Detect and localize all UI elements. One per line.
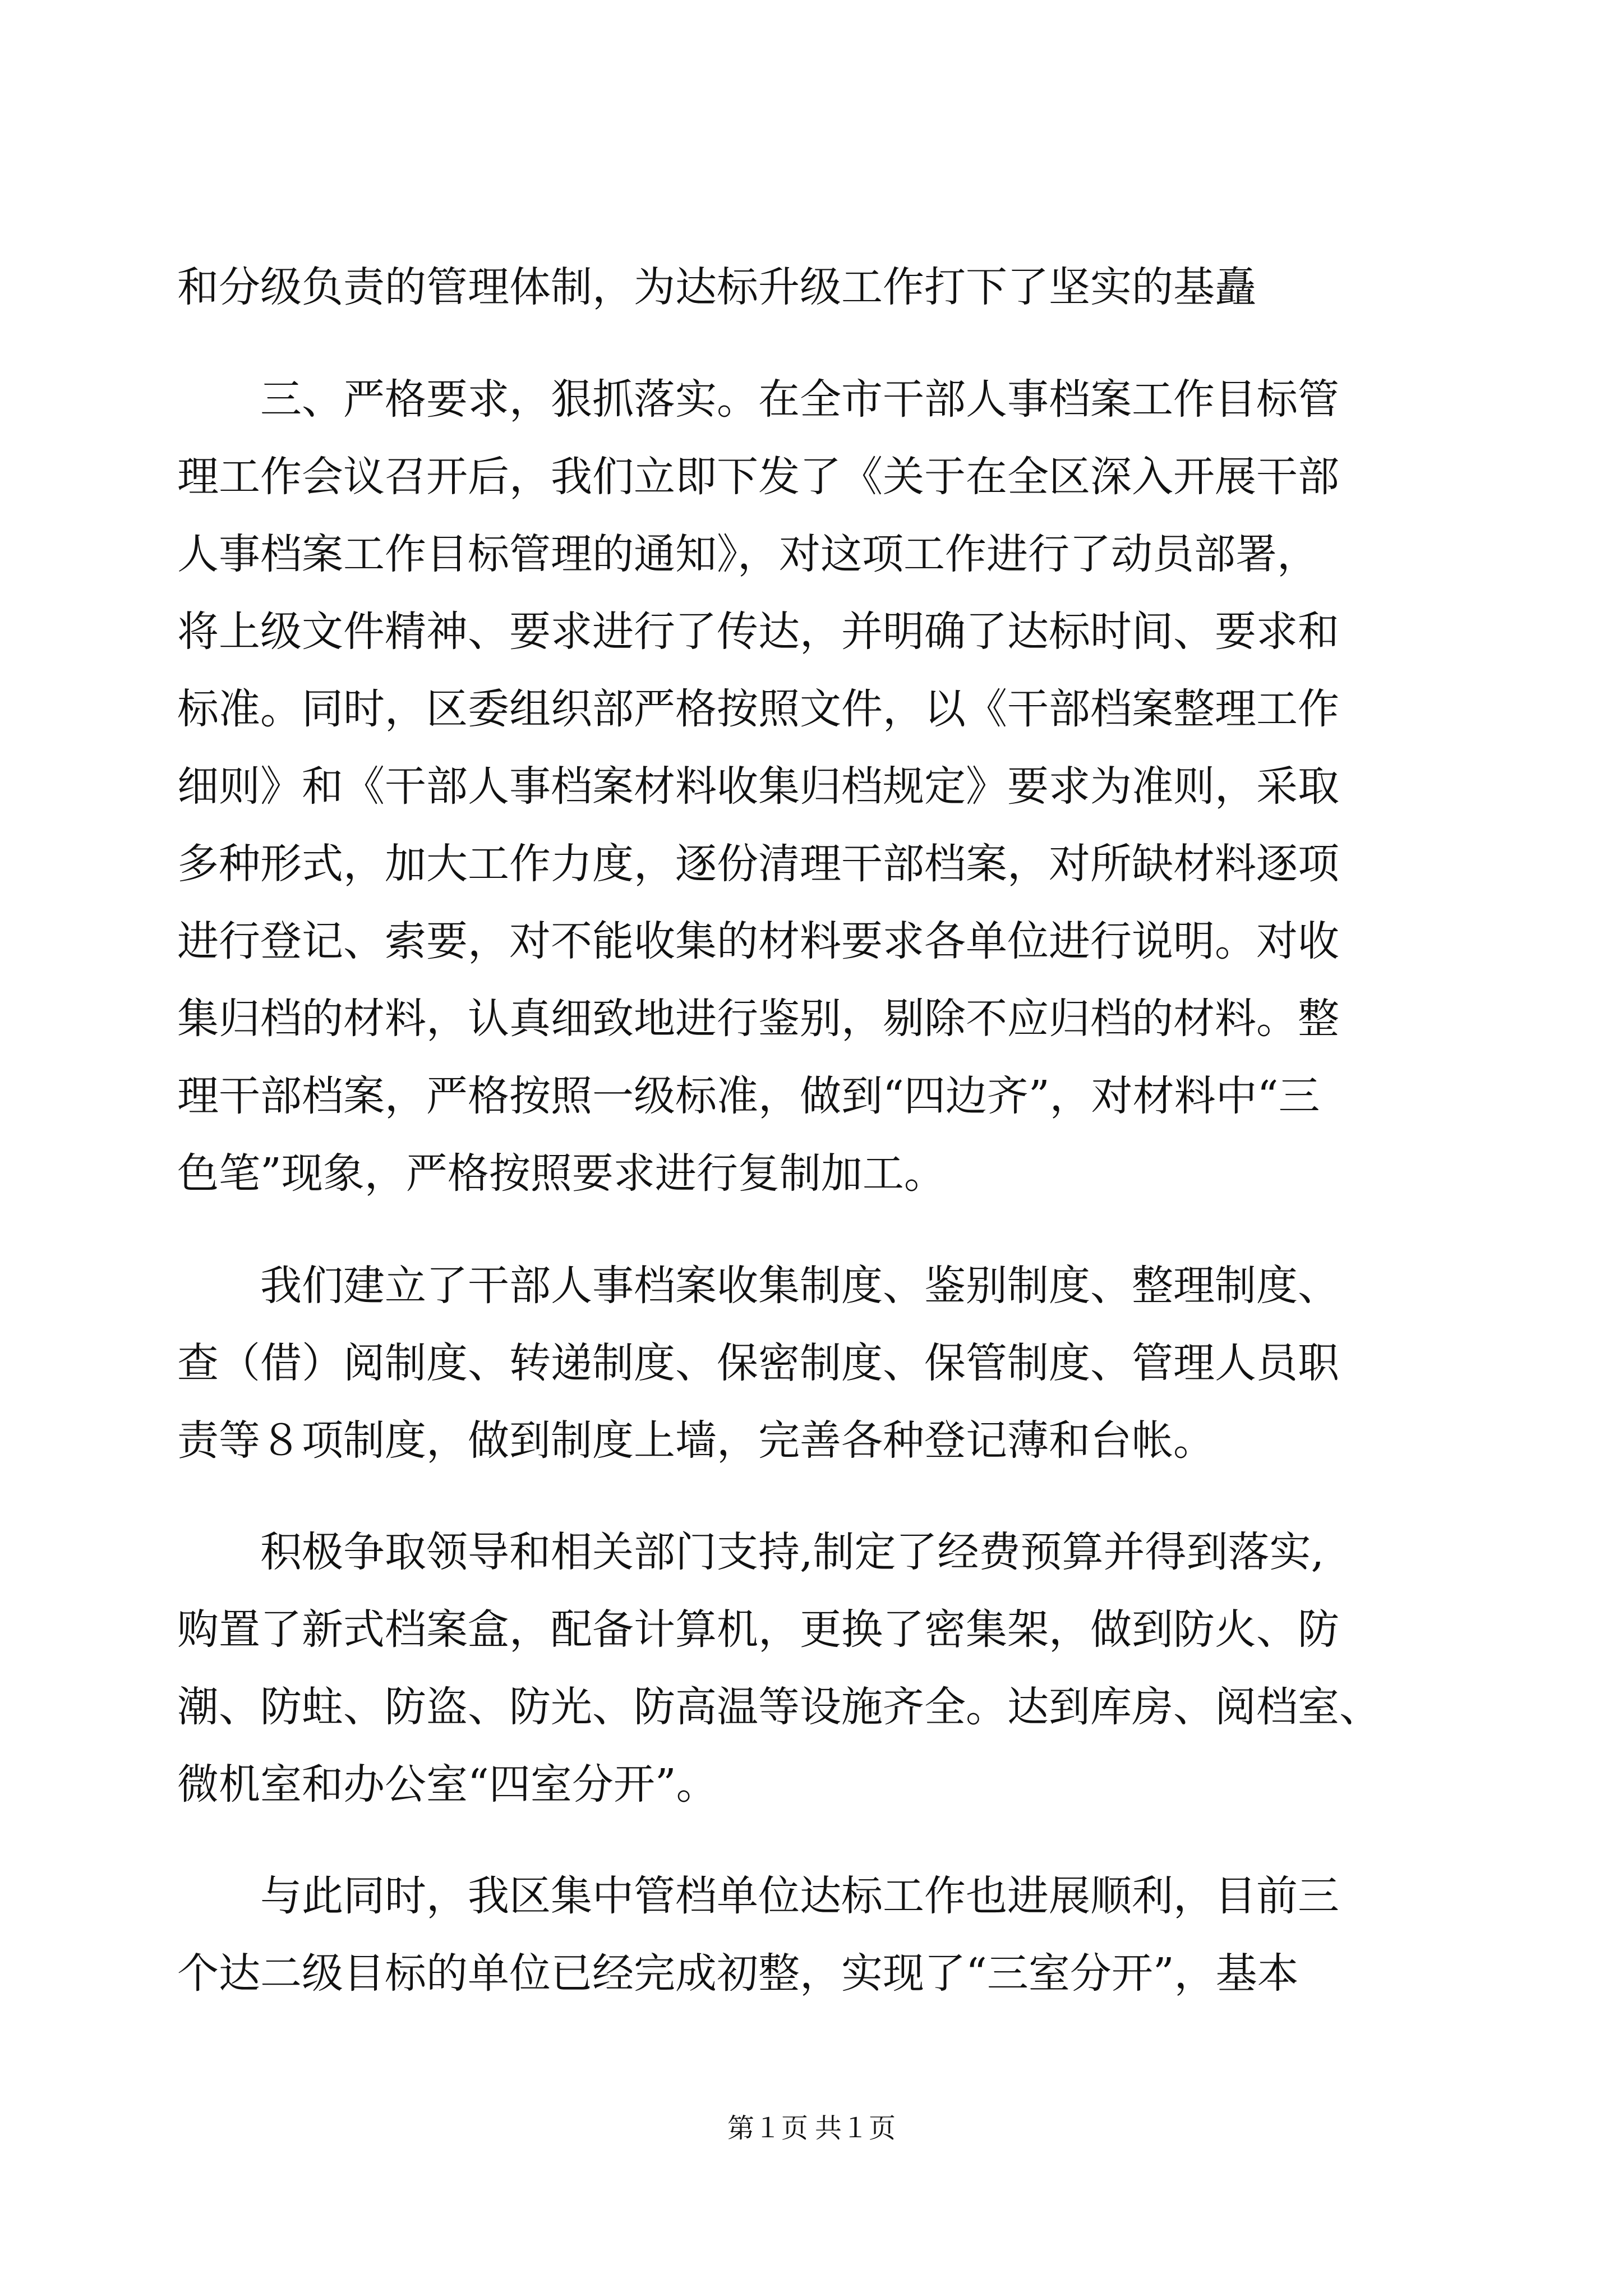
text-line: 与此同时，我区集中管档单位达标工作也进展顺利，目前三 [260,1872,1339,1920]
text-line: 购置了新式档案盒，配备计算机，更换了密集架，做到防火、防 [177,1605,1339,1654]
text-line: 积极争取领导和相关部门支持,制定了经费预算并得到落实, [260,1528,1325,1576]
text-line: 细则》和《干部人事档案材料收集归档规定》要求为准则，采取 [177,762,1339,811]
text-line: 标准。同时，区委组织部严格按照文件，以《干部档案整理工作 [177,685,1339,733]
text-line: 色笔”现象，严格按照要求进行复制加工。 [177,1149,946,1198]
text-line: 理干部档案，严格按照一级标准，做到“四边齐”，对材料中“三 [177,1072,1320,1120]
text-line: 和分级负责的管理体制，为达标升级工作打下了坚实的基矗 [177,263,1256,311]
text-line: 我们建立了干部人事档案收集制度、鉴别制度、整理制度、 [260,1262,1339,1310]
text-line: 个达二级目标的单位已经完成初整，实现了“三室分开”，基本 [177,1949,1299,1998]
text-line: 责等８项制度，做到制度上墙，完善各种登记薄和台帐。 [177,1416,1215,1465]
text-line: 理工作会议召开后，我们立即下发了《关于在全区深入开展干部 [177,453,1339,501]
text-line: 进行登记、索要，对不能收集的材料要求各单位进行说明。对收 [177,917,1339,965]
text-line: 人事档案工作目标管理的通知》，对这项工作进行了动员部署， [177,530,1318,578]
text-line: 微机室和办公室“四室分开”。 [177,1760,718,1809]
page-number-footer: 第１页 共１页 [727,2114,896,2143]
text-line: 查（借）阅制度、转递制度、保密制度、保管制度、管理人员职 [177,1339,1339,1387]
text-line: 多种形式，加大工作力度，逐份清理干部档案，对所缺材料逐项 [177,840,1339,888]
text-line: 集归档的材料，认真细致地进行鉴别，剔除不应归档的材料。整 [177,995,1339,1043]
text-line: 潮、防蛀、防盗、防光、防高温等设施齐全。达到库房、阅档室、 [177,1683,1381,1731]
text-line: 三、严格要求，狠抓落实。在全市干部人事档案工作目标管 [260,375,1339,424]
text-line: 将上级文件精神、要求进行了传达，并明确了达标时间、要求和 [177,608,1339,656]
